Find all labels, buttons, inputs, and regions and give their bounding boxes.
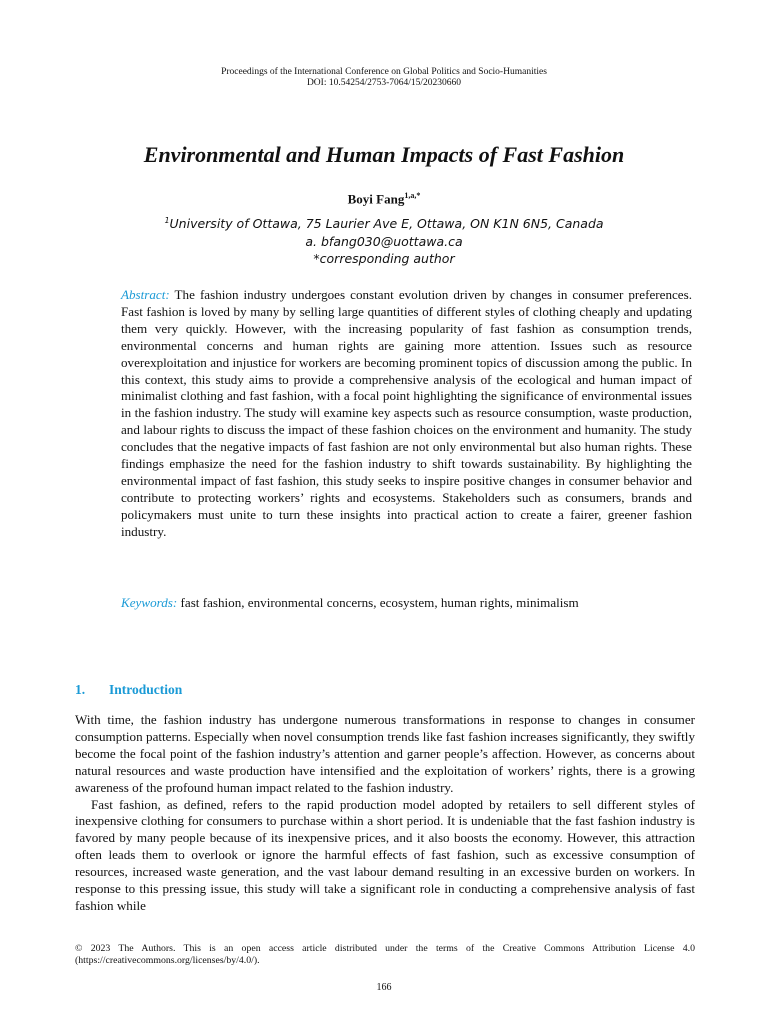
author-line <box>0 191 768 207</box>
page-number: 166 <box>376 982 392 993</box>
affiliation-block <box>0 212 768 268</box>
paper-title: Environmental and Human Impacts of Fast Fashion <box>143 142 625 167</box>
keywords-text: fast fashion, environmental concerns, ecosystem, human rights, minimalism <box>180 595 579 610</box>
author-email: a. bfang030@uottawa.ca <box>305 233 463 249</box>
keywords-label: Keywords: <box>121 595 178 610</box>
license-footnote: © 2023 The Authors. This is an open access article distributed under the terms of the Creative Commons Attribution License 4.0 (https://creativecommons.org/licenses/by/4.0/). <box>75 943 695 966</box>
keywords <box>121 594 692 611</box>
section-body <box>75 712 695 915</box>
affiliation-line <box>0 212 768 233</box>
doi: DOI: 10.54254/2753-7064/15/20230660 <box>306 78 462 88</box>
author-name: Boyi Fang <box>347 191 405 207</box>
affiliation-institution: University of Ottawa, 75 Laurier Ave E, Ottawa, ON K1N 6N5, Canada <box>169 216 604 232</box>
affiliation-superscript: 1 <box>164 216 170 225</box>
running-header <box>0 67 768 89</box>
section-number: 1. <box>75 682 86 697</box>
author-superscript: 1,a,* <box>404 191 421 200</box>
abstract-label: Abstract: <box>121 287 170 302</box>
body-paragraph: Fast fashion, as defined, refers to the rapid production model adopted by retailers to sell different styles of inexpensive clothing for consumers to purchase within a short period. It is undeniable that the fast fashion industry is favored by many people because of its inexpensive prices, and it also boosts the economy. However, this attraction often leads them to overlook or ignore the harmful effects of fast fashion, such as excessive consumption of resources, increased waste generation, and the vast labour demand resulting in an excessive burden on workers. In response to this pressing issue, this study will take a significant role in conducting a comprehensive analysis of fast fashion while <box>75 796 695 913</box>
body-paragraph: With time, the fashion industry has undergone numerous transformations in response to changes in consumer consumption patterns. Especially when novel consumption trends like fast fashion increases significantly, they swiftly become the focal point of the fashion industry’s attention and garner people’s affection. However, as concerns about natural resources and waste production have intensified and the exploitation of workers’ rights, there is a growing awareness of the profound human impact related to the fashion industry. <box>75 712 695 795</box>
section-title: Introduction <box>109 682 183 697</box>
proceedings-title: Proceedings of the International Conference on Global Politics and Socio-Humanities <box>221 67 547 77</box>
abstract <box>121 287 692 541</box>
abstract-text: The fashion industry undergoes constant evolution driven by changes in consumer preferences. Fast fashion is loved by many by selling large quantities of different styles of clothing cheaply and updating them very quickly. However, with the increasing popularity of fast fashion as consumption trends, environmental concerns and human rights are gaining more attention. Issues such as resource overexploitation and injustice for workers are becoming prominent topics of discussion among the public. In this context, this study aims to provide a comprehensive analysis of the ecological and human impact of minimalist clothing and fast fashion, with a focal point highlighting the significance of environmental issues in the fashion industry. The study will examine key aspects such as resource consumption, waste production, and labour rights to discuss the impact of these fashion choices on the environment and humanity. The study concludes that the negative impacts of fast fashion are not only environmental but also human rights. These findings emphasize the need for the fashion industry to shift towards sustainability. By highlighting the environmental impact of fast fashion, this study seeks to inspire positive changes in consumer behavior and contribute to protecting workers’ rights and ecosystems. Stakeholders such as consumers, brands and policymakers must unite to turn these insights into practical action to create a fairer, greener fashion industry. <box>121 287 692 539</box>
section-heading <box>75 682 695 698</box>
corresponding-note: *corresponding author <box>313 251 455 267</box>
